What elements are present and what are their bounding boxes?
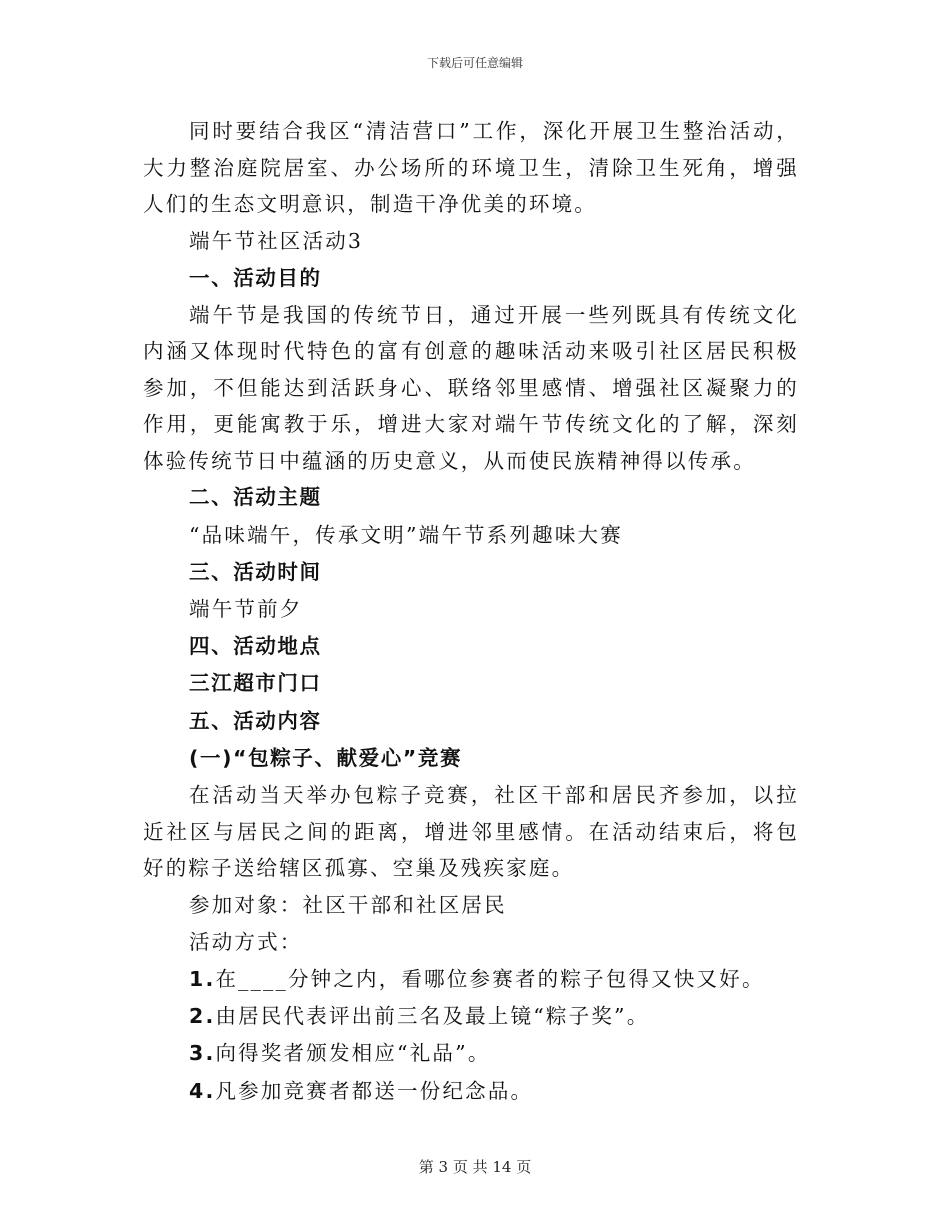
section-title: 端午节社区活动3 [189,228,364,253]
heading-place: 四、活动地点 [189,634,322,659]
theme-text: “品味端午，传承文明”端午节系列趣味大赛 [189,522,623,547]
time-text: 端午节前夕 [189,597,303,622]
heading-theme: 二、活动主题 [189,485,322,510]
purpose-paragraph: 端午节是我国的传统节日，通过开展一些列既具有传统文化内涵又体现时代特色的富有创意的趣味活动来吸引社区居民积极参加，不但能达到活跃身心、联络邻里感情、增强社区凝聚力的作用，更能寓教于乐，增进大家对端午节传统文化的了解，深刻体验传统节日中蕴涵的历史意义，从而使民族精神得以传承。 [143,302,799,473]
list-item [143,1073,799,1110]
participants-text: 参加对象：社区干部和社区居民 [189,892,507,917]
list-item [143,961,799,998]
subheading-contest: (一)“包粽子、献爱心”竞赛 [189,745,463,770]
list-item-text: 在____分钟之内，看哪位参赛者的粽子包得又快又好。 [215,966,765,991]
list-item-number: 1. [189,966,216,991]
contest-paragraph: 在活动当天举办包粽子竞赛，社区干部和居民齐参加，以拉近社区与居民之间的距离，增进邻里感情。在活动结束后，将包好的粽子送给辖区孤寡、空巢及残疾家庭。 [143,783,799,881]
intro-paragraph: 同时要结合我区“清洁营口”工作，深化开展卫生整治活动，大力整治庭院居室、办公场所的环境卫生，清除卫生死角，增强人们的生态文明意识，制造干净优美的环境。 [143,119,799,216]
list-item-text: 凡参加竞赛者都送一份纪念品。 [215,1078,534,1103]
list-item [143,1035,799,1072]
list-item-number: 2. [189,1004,216,1029]
heading-content: 五、活动内容 [189,708,322,733]
method-label: 活动方式： [189,929,303,954]
document-body [143,113,799,1110]
place-text: 三江超市门口 [189,671,322,696]
list-item-number: 3. [189,1041,216,1066]
list-item [143,998,799,1035]
page-footer: 第 3 页 共 14 页 [418,1158,532,1176]
page-header: 下载后可任意编辑 [426,56,523,70]
heading-time: 三、活动时间 [189,559,322,584]
list-item-text: 由居民代表评出前三名及最上镜“粽子奖”。 [215,1004,650,1029]
list-item-number: 4. [189,1078,216,1103]
heading-purpose: 一、活动目的 [189,265,322,290]
list-item-text: 向得奖者颁发相应“礼品”。 [215,1041,491,1066]
